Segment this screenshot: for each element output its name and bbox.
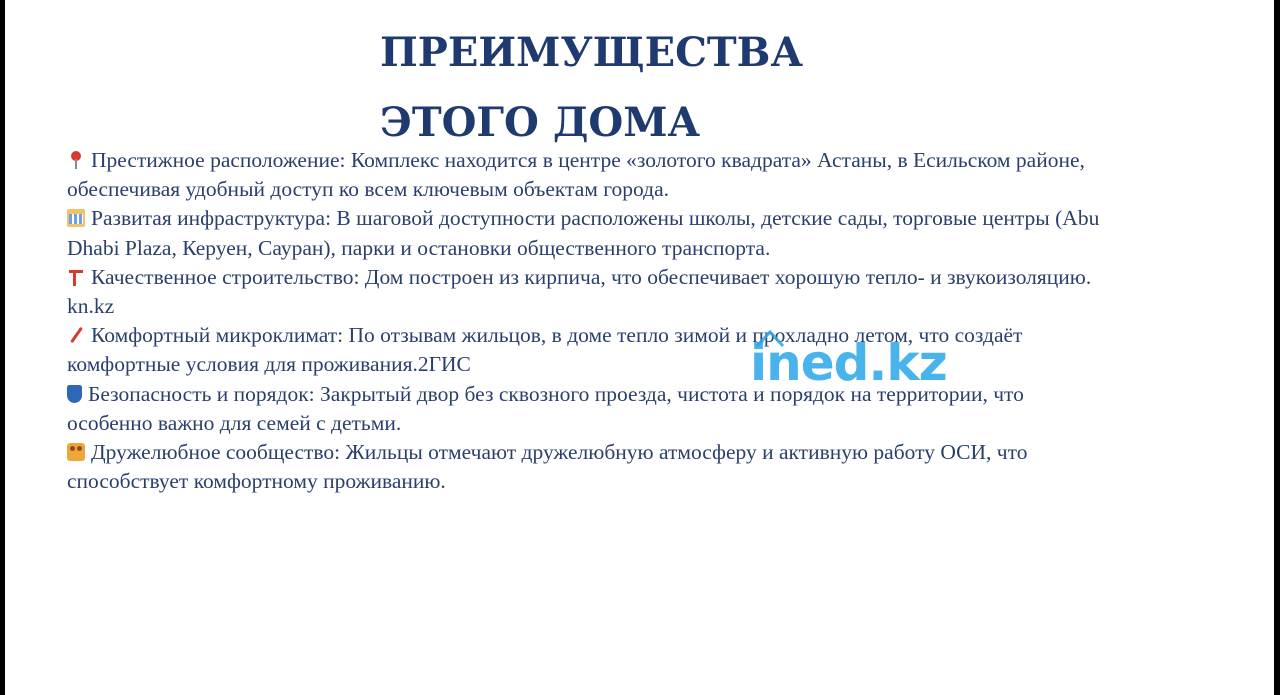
item-text-cont: kn.kz — [67, 294, 115, 319]
list-item — [67, 380, 1217, 438]
pin-icon — [67, 151, 85, 169]
list-item — [67, 321, 1217, 379]
list-item — [67, 146, 1217, 204]
list-item — [67, 438, 1217, 496]
list-item — [67, 263, 1217, 321]
document-page — [5, 0, 1274, 695]
item-text: Престижное расположение: Комплекс находится в центре «золотого квадрата» Астаны, в Есильском районе, — [91, 148, 1085, 172]
item-text-cont: способствует комфортному проживанию. — [67, 469, 446, 494]
item-text-cont: обеспечивая удобный доступ ко всем ключевым объектам города. — [67, 177, 670, 202]
crane-icon — [67, 268, 85, 286]
item-text: Развитая инфраструктура: В шаговой доступности расположены школы, детские сады, торговые центры (Abu — [91, 206, 1100, 231]
page-title — [380, 18, 803, 158]
thermometer-icon — [67, 326, 85, 344]
item-text: Качественное строительство: Дом построен из кирпича, что обеспечивает хорошую тепло- и звукоизоляцию. — [91, 264, 1092, 289]
list-item — [67, 204, 1217, 262]
title-line-2: ЭТОГО ДОМА — [380, 99, 701, 146]
watermark-logo: ined.kz — [750, 334, 947, 392]
advantages-list — [67, 146, 1217, 496]
family-icon — [67, 443, 85, 461]
title-line-1: ПРЕИМУЩЕСТВА — [380, 29, 804, 76]
item-text: Комфортный микроклимат: По отзывам жильцов, в доме тепло зимой и прохладно летом, что создаёт — [91, 323, 1023, 348]
item-text-cont: комфортные условия для проживания.2ГИС — [67, 352, 471, 377]
shield-icon — [67, 385, 82, 403]
item-text-cont: особенно важно для семей с детьми. — [67, 410, 402, 435]
item-text: Дружелюбное сообщество: Жильцы отмечают дружелюбную атмосферу и активную работу ОСИ, что — [91, 440, 1028, 465]
item-text: Безопасность и порядок: Закрытый двор без сквозного проезда, чистота и порядок на территории, что — [88, 381, 1024, 406]
item-text-cont: Dhabi Plaza, Керуен, Сауран), парки и остановки общественного транспорта. — [67, 235, 771, 260]
school-icon — [67, 209, 85, 227]
